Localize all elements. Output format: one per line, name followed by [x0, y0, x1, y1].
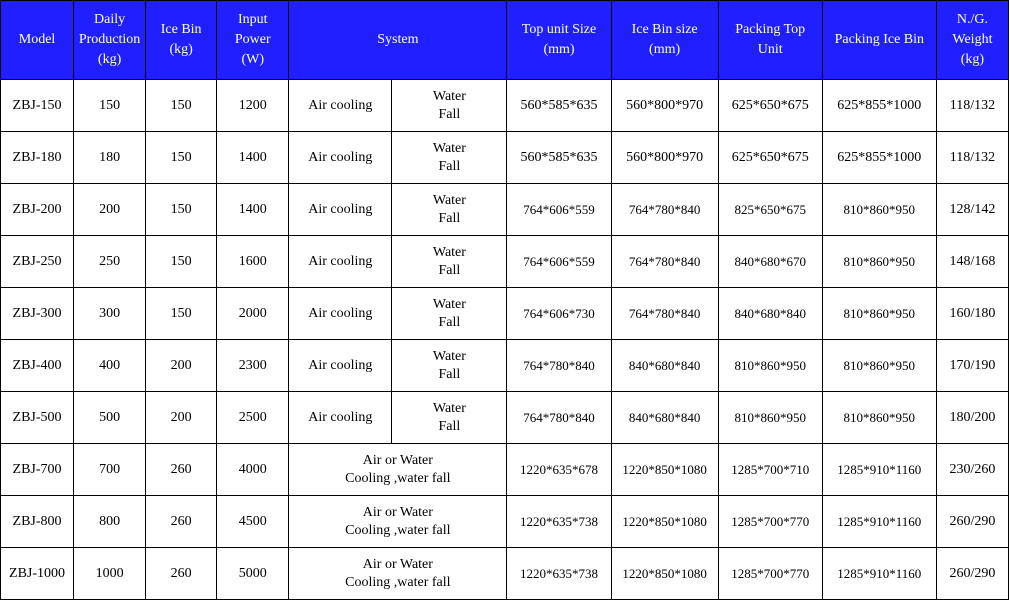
cell-ice-bin: 200: [146, 392, 217, 444]
cell-bin-size: 1220*850*1080: [611, 548, 718, 600]
cell-system-cooling: Air cooling: [289, 184, 392, 236]
cell-bin-size: 560*800*970: [611, 132, 718, 184]
col-header-top-unit-size: Top unit Size (mm): [507, 1, 611, 80]
cell-system-combined: Air or Water Cooling ,water fall: [289, 548, 507, 600]
cell-power: 4000: [217, 444, 289, 496]
cell-system-water: Water Fall: [392, 132, 507, 184]
cell-system-water: Water Fall: [392, 236, 507, 288]
cell-production: 250: [74, 236, 146, 288]
cell-model: ZBJ-800: [1, 496, 74, 548]
cell-ice-bin: 150: [146, 288, 217, 340]
cell-ice-bin: 150: [146, 132, 217, 184]
cell-model: ZBJ-700: [1, 444, 74, 496]
cell-model: ZBJ-150: [1, 80, 74, 132]
table-row: [1, 392, 1009, 444]
cell-production: 300: [74, 288, 146, 340]
cell-system-water: Water Fall: [392, 340, 507, 392]
cell-bin-size: 1220*850*1080: [611, 444, 718, 496]
cell-power: 2500: [217, 392, 289, 444]
cell-production: 200: [74, 184, 146, 236]
cell-pack-bin: 810*860*950: [822, 288, 936, 340]
cell-system-cooling: Air cooling: [289, 236, 392, 288]
cell-pack-top: 810*860*950: [718, 392, 822, 444]
cell-ice-bin: 260: [146, 548, 217, 600]
cell-power: 1400: [217, 132, 289, 184]
cell-top-size: 560*585*635: [507, 132, 611, 184]
cell-system-water: Water Fall: [392, 288, 507, 340]
col-header-packing-top-unit: Packing Top Unit: [718, 1, 822, 80]
cell-weight: 180/200: [936, 392, 1008, 444]
cell-ice-bin: 200: [146, 340, 217, 392]
cell-top-size: 764*606*559: [507, 184, 611, 236]
cell-pack-top: 1285*700*710: [718, 444, 822, 496]
cell-ice-bin: 150: [146, 236, 217, 288]
cell-weight: 260/290: [936, 496, 1008, 548]
cell-model: ZBJ-400: [1, 340, 74, 392]
col-header-model: Model: [1, 1, 74, 80]
cell-model: ZBJ-500: [1, 392, 74, 444]
table-row: [1, 496, 1009, 548]
col-header-ice-bin-size: Ice Bin size (mm): [611, 1, 718, 80]
table-row: [1, 548, 1009, 600]
cell-system-combined: Air or Water Cooling ,water fall: [289, 496, 507, 548]
cell-top-size: 1220*635*678: [507, 444, 611, 496]
cell-weight: 230/260: [936, 444, 1008, 496]
cell-bin-size: 840*680*840: [611, 340, 718, 392]
table-row: [1, 236, 1009, 288]
cell-top-size: 764*780*840: [507, 340, 611, 392]
cell-top-size: 560*585*635: [507, 80, 611, 132]
cell-top-size: 764*780*840: [507, 392, 611, 444]
cell-pack-bin: 1285*910*1160: [822, 548, 936, 600]
cell-production: 150: [74, 80, 146, 132]
cell-weight: 170/190: [936, 340, 1008, 392]
cell-bin-size: 764*780*840: [611, 288, 718, 340]
cell-power: 2300: [217, 340, 289, 392]
cell-system-cooling: Air cooling: [289, 132, 392, 184]
cell-system-cooling: Air cooling: [289, 80, 392, 132]
cell-system-water: Water Fall: [392, 184, 507, 236]
cell-system-water: Water Fall: [392, 80, 507, 132]
cell-bin-size: 840*680*840: [611, 392, 718, 444]
cell-power: 4500: [217, 496, 289, 548]
table-row: [1, 184, 1009, 236]
cell-top-size: 1220*635*738: [507, 548, 611, 600]
cell-model: ZBJ-1000: [1, 548, 74, 600]
table-row: [1, 80, 1009, 132]
cell-pack-bin: 810*860*950: [822, 184, 936, 236]
cell-top-size: 1220*635*738: [507, 496, 611, 548]
cell-power: 1200: [217, 80, 289, 132]
cell-production: 400: [74, 340, 146, 392]
col-header-input-power: Input Power (W): [217, 1, 289, 80]
cell-pack-bin: 810*860*950: [822, 236, 936, 288]
cell-pack-bin: 810*860*950: [822, 340, 936, 392]
cell-weight: 128/142: [936, 184, 1008, 236]
cell-pack-bin: 1285*910*1160: [822, 496, 936, 548]
cell-weight: 118/132: [936, 132, 1008, 184]
cell-model: ZBJ-300: [1, 288, 74, 340]
cell-bin-size: 560*800*970: [611, 80, 718, 132]
cell-system-combined: Air or Water Cooling ,water fall: [289, 444, 507, 496]
cell-power: 5000: [217, 548, 289, 600]
cell-system-water: Water Fall: [392, 392, 507, 444]
cell-model: ZBJ-180: [1, 132, 74, 184]
cell-production: 500: [74, 392, 146, 444]
cell-pack-top: 1285*700*770: [718, 548, 822, 600]
table-row: [1, 444, 1009, 496]
cell-pack-top: 840*680*840: [718, 288, 822, 340]
cell-ice-bin: 260: [146, 444, 217, 496]
cell-pack-top: 625*650*675: [718, 132, 822, 184]
cell-pack-top: 1285*700*770: [718, 496, 822, 548]
cell-top-size: 764*606*559: [507, 236, 611, 288]
cell-pack-top: 625*650*675: [718, 80, 822, 132]
cell-top-size: 764*606*730: [507, 288, 611, 340]
col-header-packing-ice-bin: Packing Ice Bin: [822, 1, 936, 80]
cell-weight: 160/180: [936, 288, 1008, 340]
cell-ice-bin: 150: [146, 184, 217, 236]
cell-production: 180: [74, 132, 146, 184]
table-row: [1, 132, 1009, 184]
cell-pack-bin: 810*860*950: [822, 392, 936, 444]
col-header-daily-production: Daily Production (kg): [74, 1, 146, 80]
cell-weight: 148/168: [936, 236, 1008, 288]
cell-production: 800: [74, 496, 146, 548]
col-header-weight: N./G. Weight (kg): [936, 1, 1008, 80]
cell-pack-bin: 625*855*1000: [822, 80, 936, 132]
cell-production: 1000: [74, 548, 146, 600]
cell-pack-top: 825*650*675: [718, 184, 822, 236]
cell-bin-size: 764*780*840: [611, 236, 718, 288]
header-row: [1, 1, 1009, 80]
cell-system-cooling: Air cooling: [289, 340, 392, 392]
cell-power: 1400: [217, 184, 289, 236]
cell-pack-top: 810*860*950: [718, 340, 822, 392]
cell-pack-bin: 625*855*1000: [822, 132, 936, 184]
cell-pack-bin: 1285*910*1160: [822, 444, 936, 496]
cell-model: ZBJ-200: [1, 184, 74, 236]
cell-bin-size: 1220*850*1080: [611, 496, 718, 548]
table-row: [1, 288, 1009, 340]
cell-production: 700: [74, 444, 146, 496]
cell-ice-bin: 150: [146, 80, 217, 132]
cell-power: 2000: [217, 288, 289, 340]
cell-pack-top: 840*680*670: [718, 236, 822, 288]
table-row: [1, 340, 1009, 392]
cell-weight: 118/132: [936, 80, 1008, 132]
col-header-ice-bin: Ice Bin (kg): [146, 1, 217, 80]
cell-system-cooling: Air cooling: [289, 392, 392, 444]
cell-model: ZBJ-250: [1, 236, 74, 288]
cell-weight: 260/290: [936, 548, 1008, 600]
cell-bin-size: 764*780*840: [611, 184, 718, 236]
cell-system-cooling: Air cooling: [289, 288, 392, 340]
cell-ice-bin: 260: [146, 496, 217, 548]
col-header-system: System: [289, 1, 507, 80]
cell-power: 1600: [217, 236, 289, 288]
